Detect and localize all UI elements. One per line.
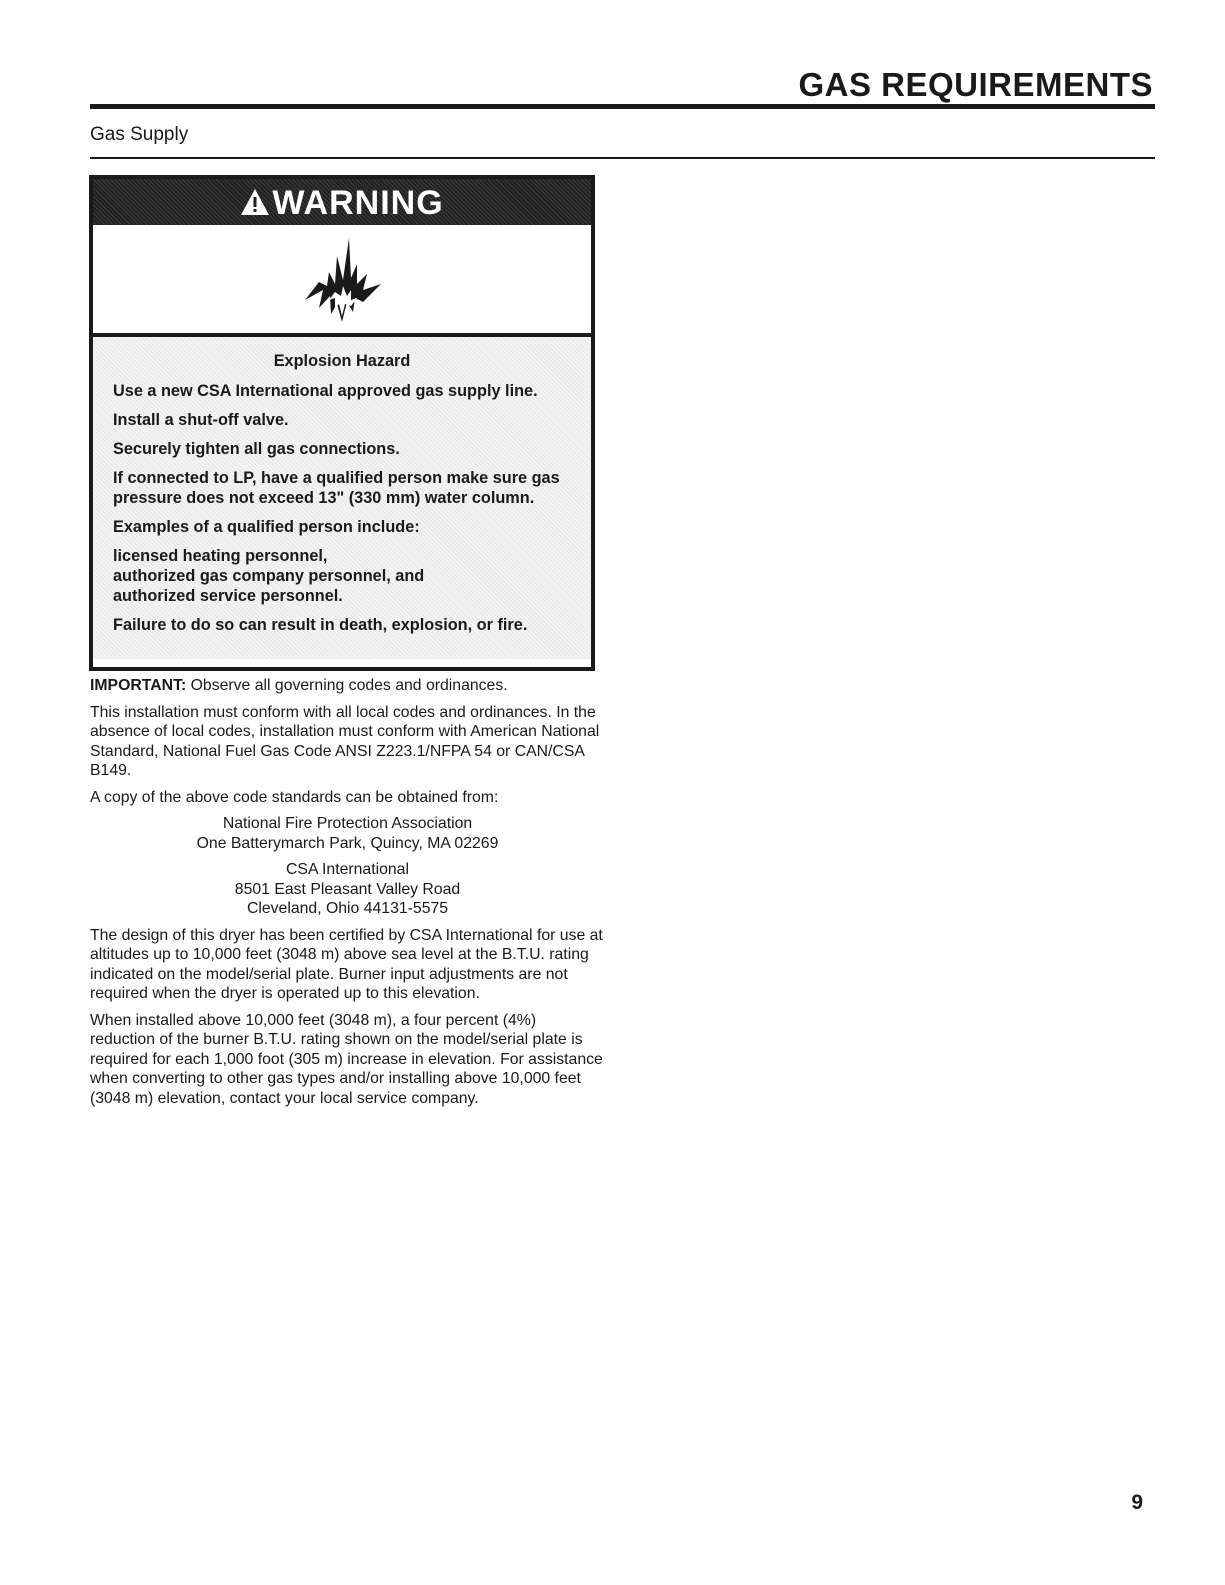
warning-text [93,337,591,659]
warning-banner-text: WARNING [272,184,444,222]
qualified-list [113,546,571,606]
paragraph: A copy of the above code standards can be obtained from: [90,788,499,806]
hazard-title: Explosion Hazard [273,352,411,370]
address-line: 8501 East Pleasant Valley Road [234,880,461,898]
warning-line: Failure to do so can result in death, explosion, or fire. [113,616,528,634]
paragraph: When installed above 10,000 feet (3048 m), a four percent (4%) reduction of the burner B.T.U. rating shown on the model/serial plate is required for each 1,000 foot (305 m) increase in elevation. For assistance when converting to other gas types and/or installing above 10,000 feet (3048 m) elevation, contact your local service company. [90,1011,603,1107]
warning-line: If connected to LP, have a qualified person make sure gas pressure does not exceed 13" (330 mm) water column. [113,469,560,507]
explosion-icon [297,234,387,324]
important-paragraph [90,676,605,696]
important-text: Observe all governing codes and ordinances. [186,677,508,694]
important-label: IMPORTANT: [90,677,187,694]
warning-line: Securely tighten all gas connections. [113,440,400,458]
warning-line: licensed heating personnel, [113,547,328,565]
paragraph: The design of this dryer has been certified by CSA International for use at altitudes up to 10,000 feet (3048 m) above sea level at the B.T.U. rating indicated on the model/serial plate. Burner input adjustments are not required when the dryer is operated up to this elevation. [90,926,603,1002]
warning-icon-area [93,225,591,337]
address-line: Cleveland, Ohio 44131-5575 [246,900,449,917]
body-text [90,676,605,1115]
page-number: 9 [1131,1491,1143,1514]
section-rule [90,157,1155,159]
address-nfpa [90,814,605,853]
warning-line: authorized gas company personnel, and [113,567,425,585]
address-line: One Batterymarch Park, Quincy, MA 02269 [196,834,499,852]
header-rule [90,104,1155,109]
warning-line: authorized service personnel. [113,587,343,605]
address-line: National Fire Protection Association [222,815,473,832]
warning-banner [93,179,591,225]
warning-triangle-icon [240,181,270,229]
address-csa [90,860,605,919]
address-line: CSA International [286,861,409,878]
warning-line: Install a shut-off valve. [113,411,289,429]
warning-box [89,175,595,671]
section-heading: Gas Supply [90,124,189,145]
page-title: GAS REQUIREMENTS [798,66,1153,103]
paragraph: This installation must conform with all local codes and ordinances. In the absence of local codes, installation must conform with American National Standard, National Fuel Gas Code ANSI Z223.1/NFPA 54 or CAN/CSA B149. [90,703,600,779]
warning-line: Examples of a qualified person include: [113,518,420,536]
warning-line: Use a new CSA International approved gas supply line. [113,382,538,400]
